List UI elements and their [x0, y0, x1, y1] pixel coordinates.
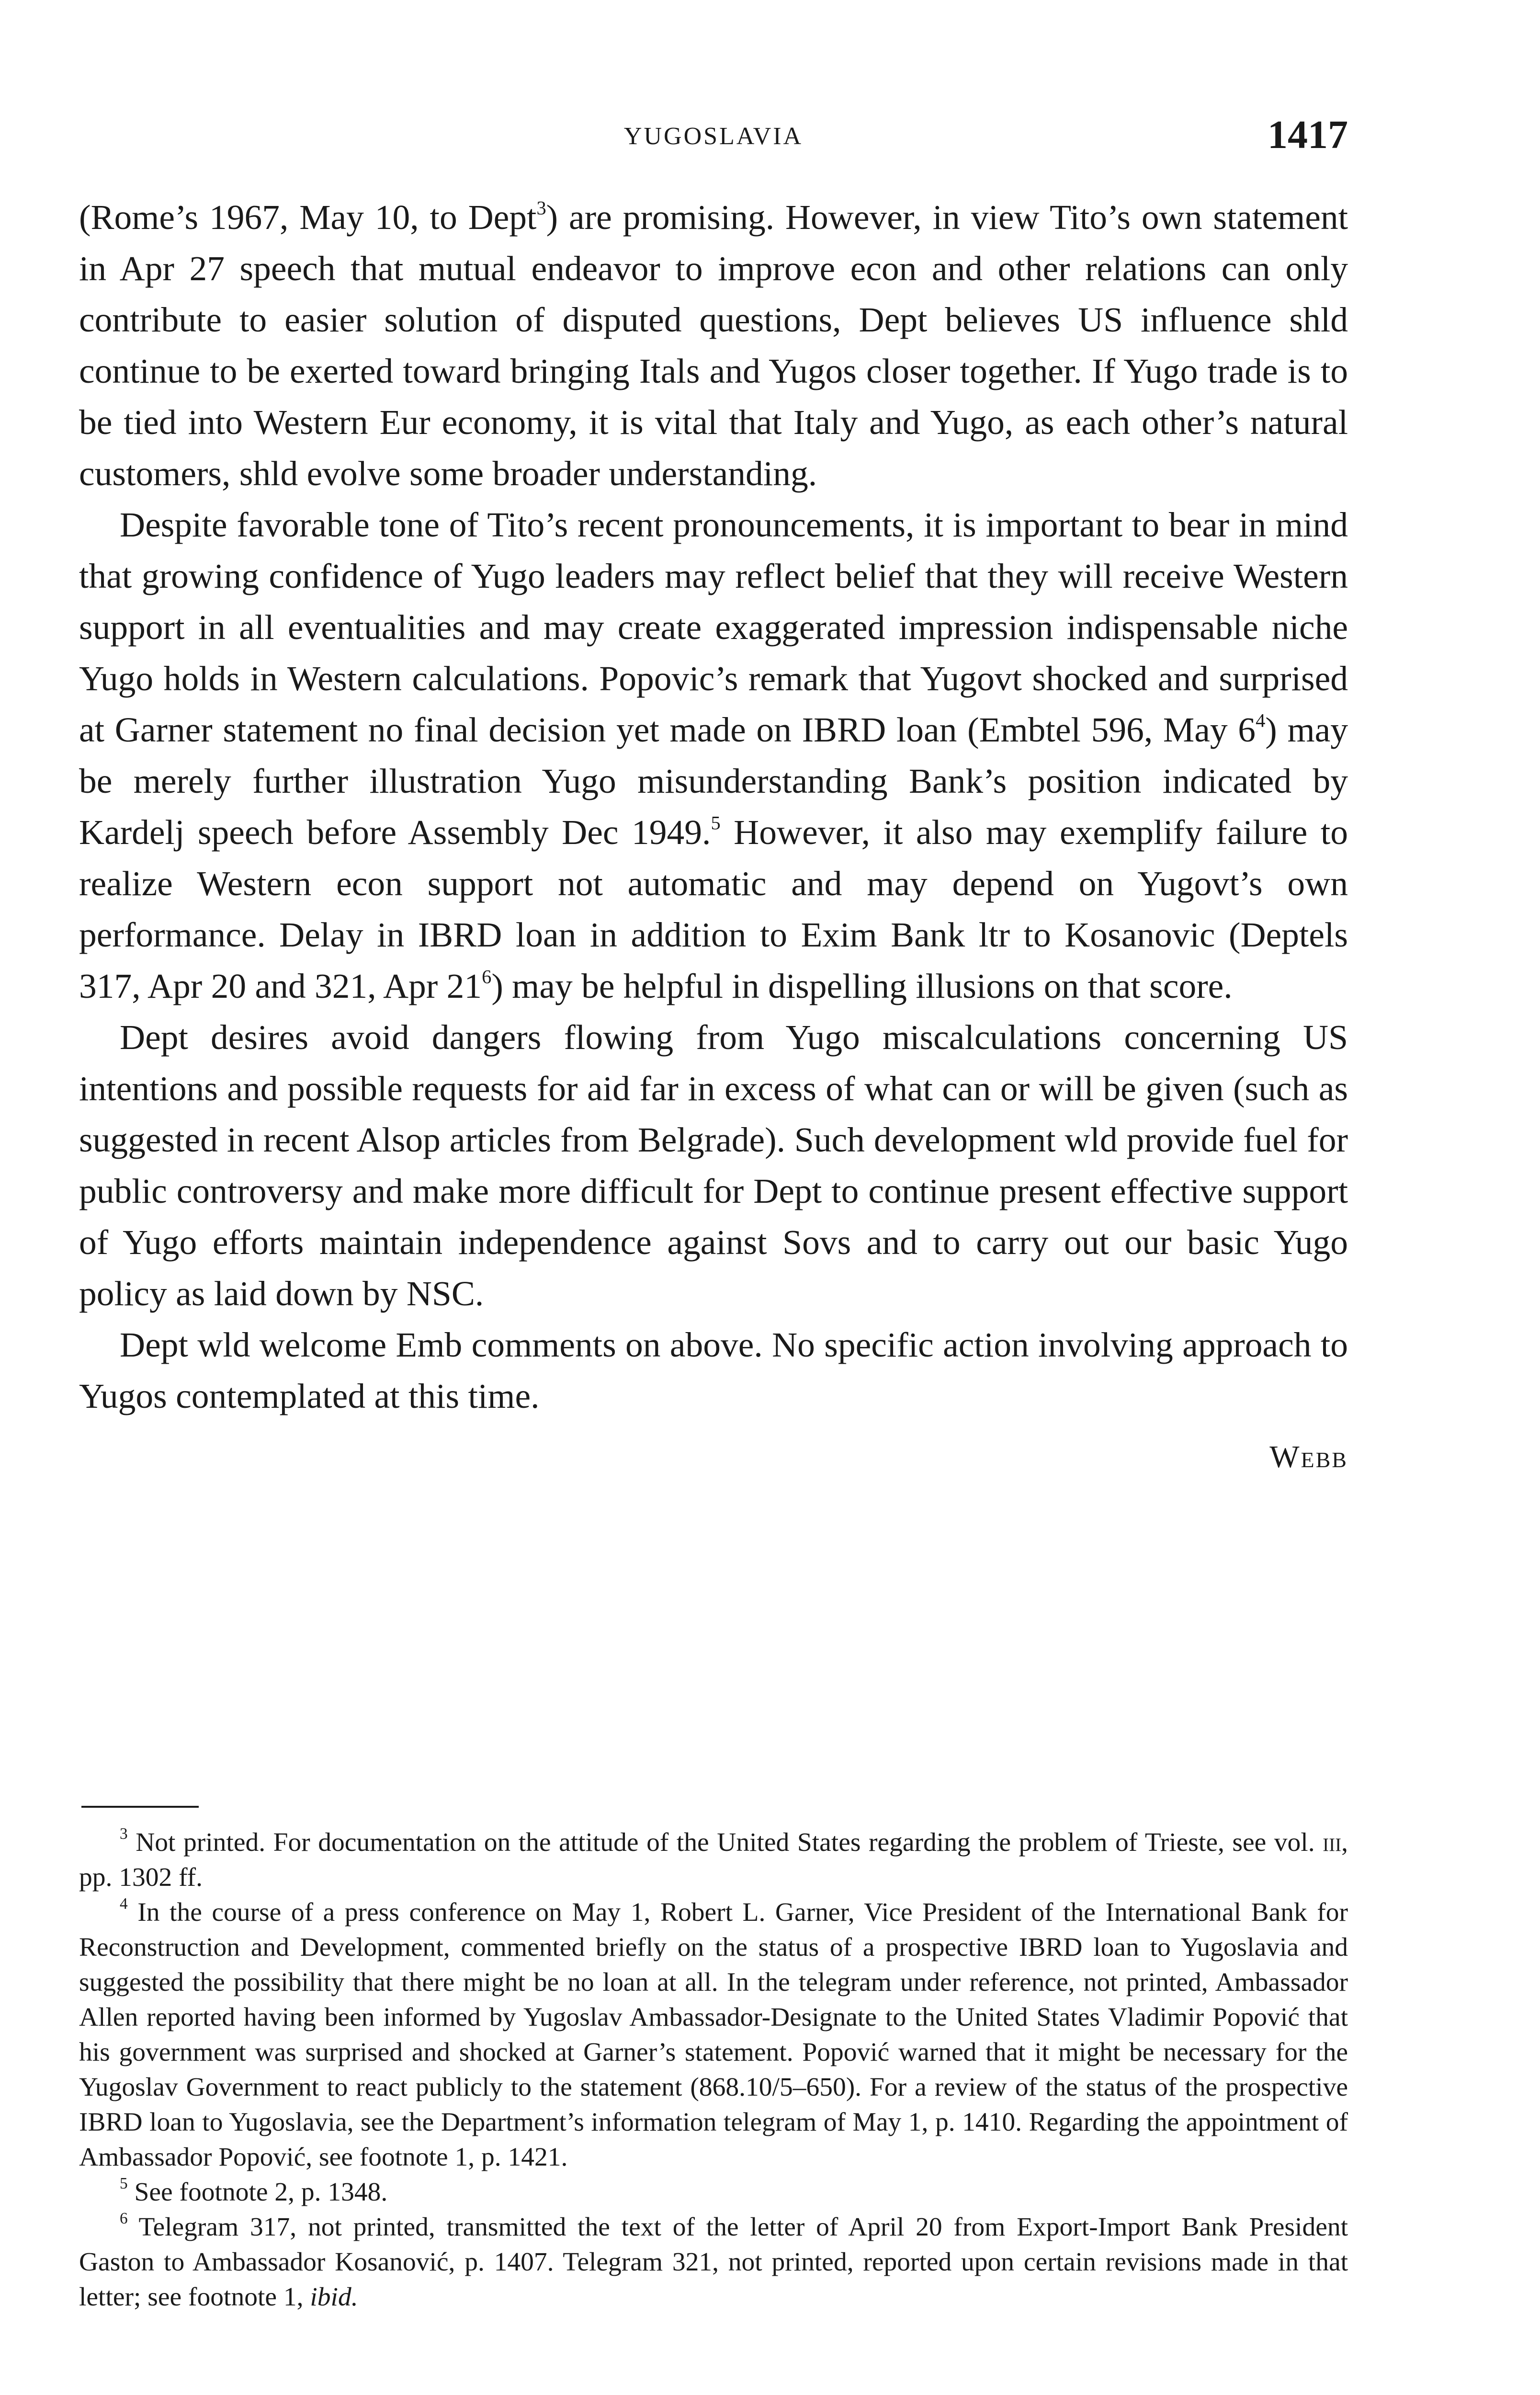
paragraph-2-text-c: However, it also may exemplify failure to realize Western econ support not automatic and may depend on Yugovt’s own performance. Delay in IBRD loan in addition to Exim Bank ltr to Kosanovic (Deptels 317, Apr 20 and 321, Apr 21	[79, 813, 1348, 1005]
paragraph-2-text-b: ) may be merely further illustration Yugo misunderstanding Bank’s position indicated by Kardelj speech before Assembly Dec 1949.	[79, 710, 1348, 852]
footnote-5	[79, 2175, 1348, 2210]
footnote-3-volume: iii	[1323, 1828, 1342, 1857]
paragraph-4: Dept wld welcome Emb comments on above. No specific action involving approach to Yugos contemplated at this time.	[79, 1325, 1348, 1415]
footnote-3	[79, 1825, 1348, 1895]
footnote-5-text: See footnote 2, p. 1348.	[134, 2178, 388, 2207]
footnote-6	[79, 2210, 1348, 2315]
paragraph-1-text-a: (Rome’s 1967, May 10, to Dept	[79, 198, 537, 237]
paragraph-3: Dept desires avoid dangers flowing from Yugo miscalculations concerning US intentions and possible requests for aid far in excess of what can or will be given (such as suggested in recent Alsop articles from Belgrade). Such development wld provide fuel for public controversy and make more difficult for Dept to continue present effective support of Yugo efforts maintain independence against Sovs and to carry out our basic Yugo policy as laid down by NSC.	[79, 1018, 1348, 1313]
signature: Webb	[1269, 1439, 1348, 1474]
footnote-4-number: 4	[120, 1895, 128, 1913]
body-text	[79, 192, 1348, 1483]
running-title: YUGOSLAVIA	[623, 123, 804, 150]
footnote-6-ibid: ibid.	[310, 2282, 358, 2312]
paragraph-1-text-b: ) are promising. However, in view Tito’s own statement in Apr 27 speech that mutual endeavor to improve econ and other relations can only contribute to easier solution of disputed questions, Dept believes US influence shld continue to be exerted toward bringing Itals and Yugos closer together. If Yugo trade is to be tied into Western Eur economy, it is vital that Italy and Yugo, as each other’s natural customers, shld evolve some broader understanding.	[79, 198, 1348, 493]
paragraph-2	[79, 499, 1348, 1012]
paragraph-2-text-d: ) may be helpful in dispelling illusions on that score.	[491, 967, 1233, 1005]
footnote-3-text-b: , pp. 1302 ff.	[79, 1828, 1348, 1892]
paragraph-2-text-a: Despite favorable tone of Tito’s recent pronouncements, it is important to bear in mind that growing confidence of Yugo leaders may reflect belief that they will receive Western support in all eventualities and may create exaggerated impression indispensable niche Yugo holds in Western calculations. Popovic’s remark that Yugovt shocked and surprised at Garner statement no final decision yet made on IBRD loan (Embtel 596, May 6	[79, 505, 1348, 749]
footnote-3-text-a: Not printed. For documentation on the attitude of the United States regarding the problem of Trieste, see vol.	[136, 1828, 1315, 1857]
footnote-ref-6: 6	[482, 966, 492, 988]
page-number: 1417	[1268, 113, 1348, 157]
footnote-ref-5: 5	[711, 812, 721, 834]
footnote-divider	[81, 1806, 199, 1808]
footnote-4-text: In the course of a press conference on May 1, Robert L. Garner, Vice President of the International Bank for Reconstruction and Development, commented briefly on the status of a prospective IBRD loan to Yugoslavia and suggested the possibility that there might be no loan at all. In the telegram under reference, not printed, Ambassador Allen reported having been informed by Yugoslav Ambassador-Designate to the United States Vladimir Popović that his government was surprised and shocked at Garner’s statement. Popović warned that it might be necessary for the Yugoslav Government to react publicly to the statement (868.10/5–650). For a review of the status of the prospective IBRD loan to Yugoslavia, see the Department’s information telegram of May 1, p. 1410. Regarding the appointment of Ambassador Popović, see footnote 1, p. 1421.	[79, 1898, 1348, 2172]
footnotes	[79, 1825, 1348, 2315]
footnote-4	[79, 1895, 1348, 2175]
footnote-3-number: 3	[120, 1825, 128, 1843]
footnote-ref-3: 3	[536, 197, 546, 219]
footnote-6-text: Telegram 317, not printed, transmitted the text of the letter of April 20 from Export-Import Bank President Gaston to Ambassador Kosanović, p. 1407. Telegram 321, not printed, reported upon certain revisions made in that letter; see footnote 1,	[79, 2213, 1348, 2312]
footnote-5-number: 5	[120, 2175, 128, 2193]
footnote-6-number: 6	[120, 2210, 128, 2228]
footnote-ref-4: 4	[1256, 709, 1266, 731]
running-head	[79, 108, 1348, 160]
paragraph-1	[79, 192, 1348, 499]
